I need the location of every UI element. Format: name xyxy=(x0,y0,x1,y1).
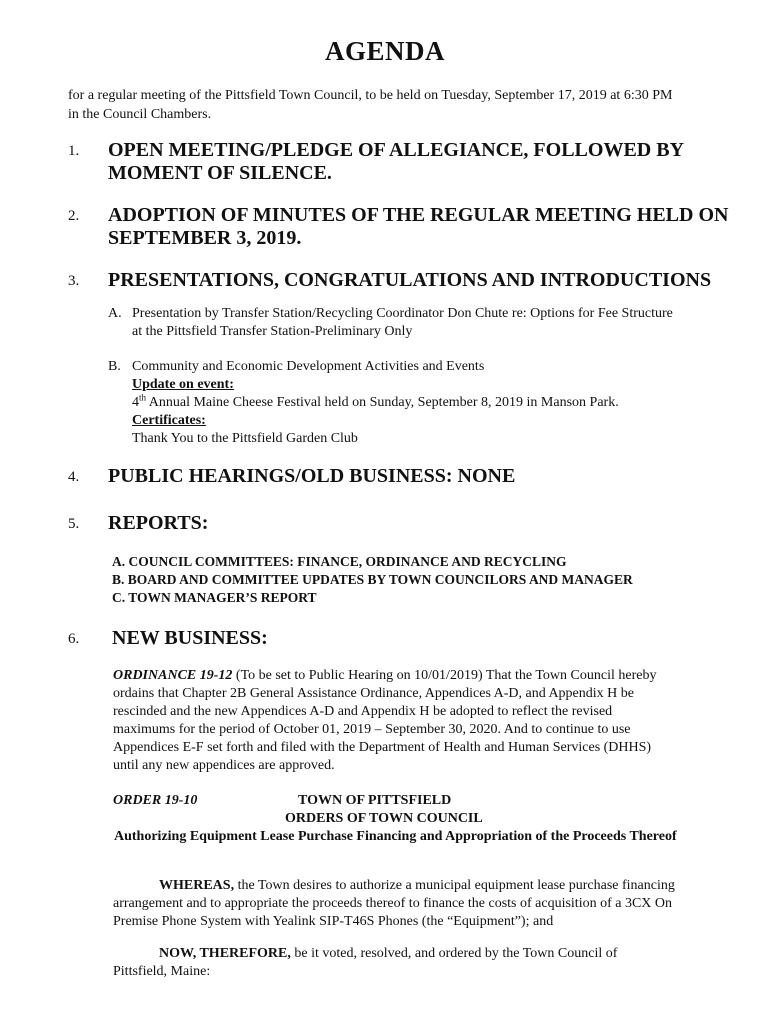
order-town-heading: TOWN OF PITTSFIELD xyxy=(298,793,452,808)
ordinance-paragraph xyxy=(113,667,725,775)
text-line xyxy=(113,877,725,895)
event-text: Annual Maine Cheese Festival held on Sunday, September 8, 2019 in Manson Park. xyxy=(146,395,619,410)
page-title: AGENDA xyxy=(324,36,445,66)
text-line xyxy=(113,945,725,963)
presentation-a xyxy=(108,305,748,345)
presentation-b xyxy=(108,358,748,448)
item-heading-presentations: PRESENTATIONS, CONGRATULATIONS AND INTRODUCTIONS xyxy=(108,269,712,291)
list-item: C. TOWN MANAGER’S REPORT xyxy=(112,590,317,605)
text-span: be it voted, resolved, and ordered by the Town Council of xyxy=(290,946,618,961)
order-subject: Authorizing Equipment Lease Purchase Financing and Appropriation of the Proceeds Thereof xyxy=(114,829,677,844)
item-heading-open-meeting xyxy=(108,139,748,185)
text-span: (To be set to Public Hearing on 10/01/2019) That the Town Council hereby xyxy=(232,668,657,683)
item-number: 5. xyxy=(68,516,80,532)
order-label: ORDER 19-10 xyxy=(113,793,198,808)
presentation-b-text xyxy=(132,358,732,448)
ordinance-label: ORDINANCE 19-12 xyxy=(113,668,233,683)
heading-line: SEPTEMBER 3, 2019. xyxy=(108,227,302,249)
list-item: A. COUNCIL COMMITTEES: FINANCE, ORDINANCE AND RECYCLING xyxy=(112,554,567,569)
text-line xyxy=(113,667,725,685)
heading-line: OPEN MEETING/PLEDGE OF ALLEGIANCE, FOLLOWED BY xyxy=(108,139,685,161)
text-span: the Town desires to authorize a municipal equipment lease purchase financing xyxy=(234,878,675,893)
intro-text xyxy=(68,86,728,124)
heading-line: MOMENT OF SILENCE. xyxy=(108,162,332,184)
text-line: Pittsfield, Maine: xyxy=(113,964,211,979)
sub-label: A. xyxy=(108,306,122,321)
text-line: rescinded and the new Appendices A-D and Appendix H be adopted to reflect the revised xyxy=(113,704,613,719)
item-heading-reports: REPORTS: xyxy=(108,512,209,534)
reports-list xyxy=(112,553,633,607)
heading-line: ADOPTION OF MINUTES OF THE REGULAR MEETING HELD ON xyxy=(108,204,729,226)
item-heading-new-business: NEW BUSINESS: xyxy=(112,627,268,649)
item-number: 2. xyxy=(68,208,80,224)
now-therefore-paragraph xyxy=(113,945,725,981)
ordinal-suffix: th xyxy=(139,392,147,403)
order-council-heading: ORDERS OF TOWN COUNCIL xyxy=(285,811,483,826)
whereas-label: WHEREAS, xyxy=(159,878,235,893)
list-item: B. BOARD AND COMMITTEE UPDATES BY TOWN COUNCILORS AND MANAGER xyxy=(112,572,633,587)
update-heading: Update on event: xyxy=(132,377,234,392)
text-line: Premise Phone System with Yealink SIP-T46S Phones (the “Equipment”); and xyxy=(113,914,554,929)
item-heading-public-hearings: PUBLIC HEARINGS/OLD BUSINESS: NONE xyxy=(108,465,516,487)
event-line xyxy=(132,394,732,412)
item-number: 1. xyxy=(68,143,80,159)
whereas-paragraph xyxy=(113,877,725,931)
event-ordinal: 4 xyxy=(132,395,139,410)
intro-line-2: in the Council Chambers. xyxy=(68,107,212,122)
now-therefore-label: NOW, THEREFORE, xyxy=(159,946,291,961)
text-line: arrangement and to appropriate the proceeds thereof to finance the costs of acquisition of a 3CX On xyxy=(113,896,673,911)
text-line: ordains that Chapter 2B General Assistance Ordinance, Appendices A-D, and Appendix H be xyxy=(113,686,634,701)
text-line: Appendices E-F set forth and filed with the Department of Health and Human Services (DHHS) xyxy=(113,740,652,755)
text-line: at the Pittsfield Transfer Station-Preliminary Only xyxy=(132,324,413,339)
item-number: 4. xyxy=(68,469,80,485)
certificates-heading: Certificates: xyxy=(132,413,206,428)
text-line: Thank You to the Pittsfield Garden Club xyxy=(132,431,358,446)
item-number: 3. xyxy=(68,273,80,289)
item-heading-minutes xyxy=(108,204,748,250)
sub-label: B. xyxy=(108,359,121,374)
text-line: until any new appendices are approved. xyxy=(113,758,335,773)
item-number: 6. xyxy=(68,631,80,647)
text-line: Community and Economic Development Activities and Events xyxy=(132,359,485,374)
intro-line-1: for a regular meeting of the Pittsfield Town Council, to be held on Tuesday, September 17, 2019 at 6:30 PM xyxy=(68,88,673,103)
text-line: maximums for the period of October 01, 2019 – September 30, 2020. And to continue to use xyxy=(113,722,631,737)
presentation-a-text xyxy=(132,305,732,341)
text-line: Presentation by Transfer Station/Recycling Coordinator Don Chute re: Options for Fee Structure xyxy=(132,306,673,321)
